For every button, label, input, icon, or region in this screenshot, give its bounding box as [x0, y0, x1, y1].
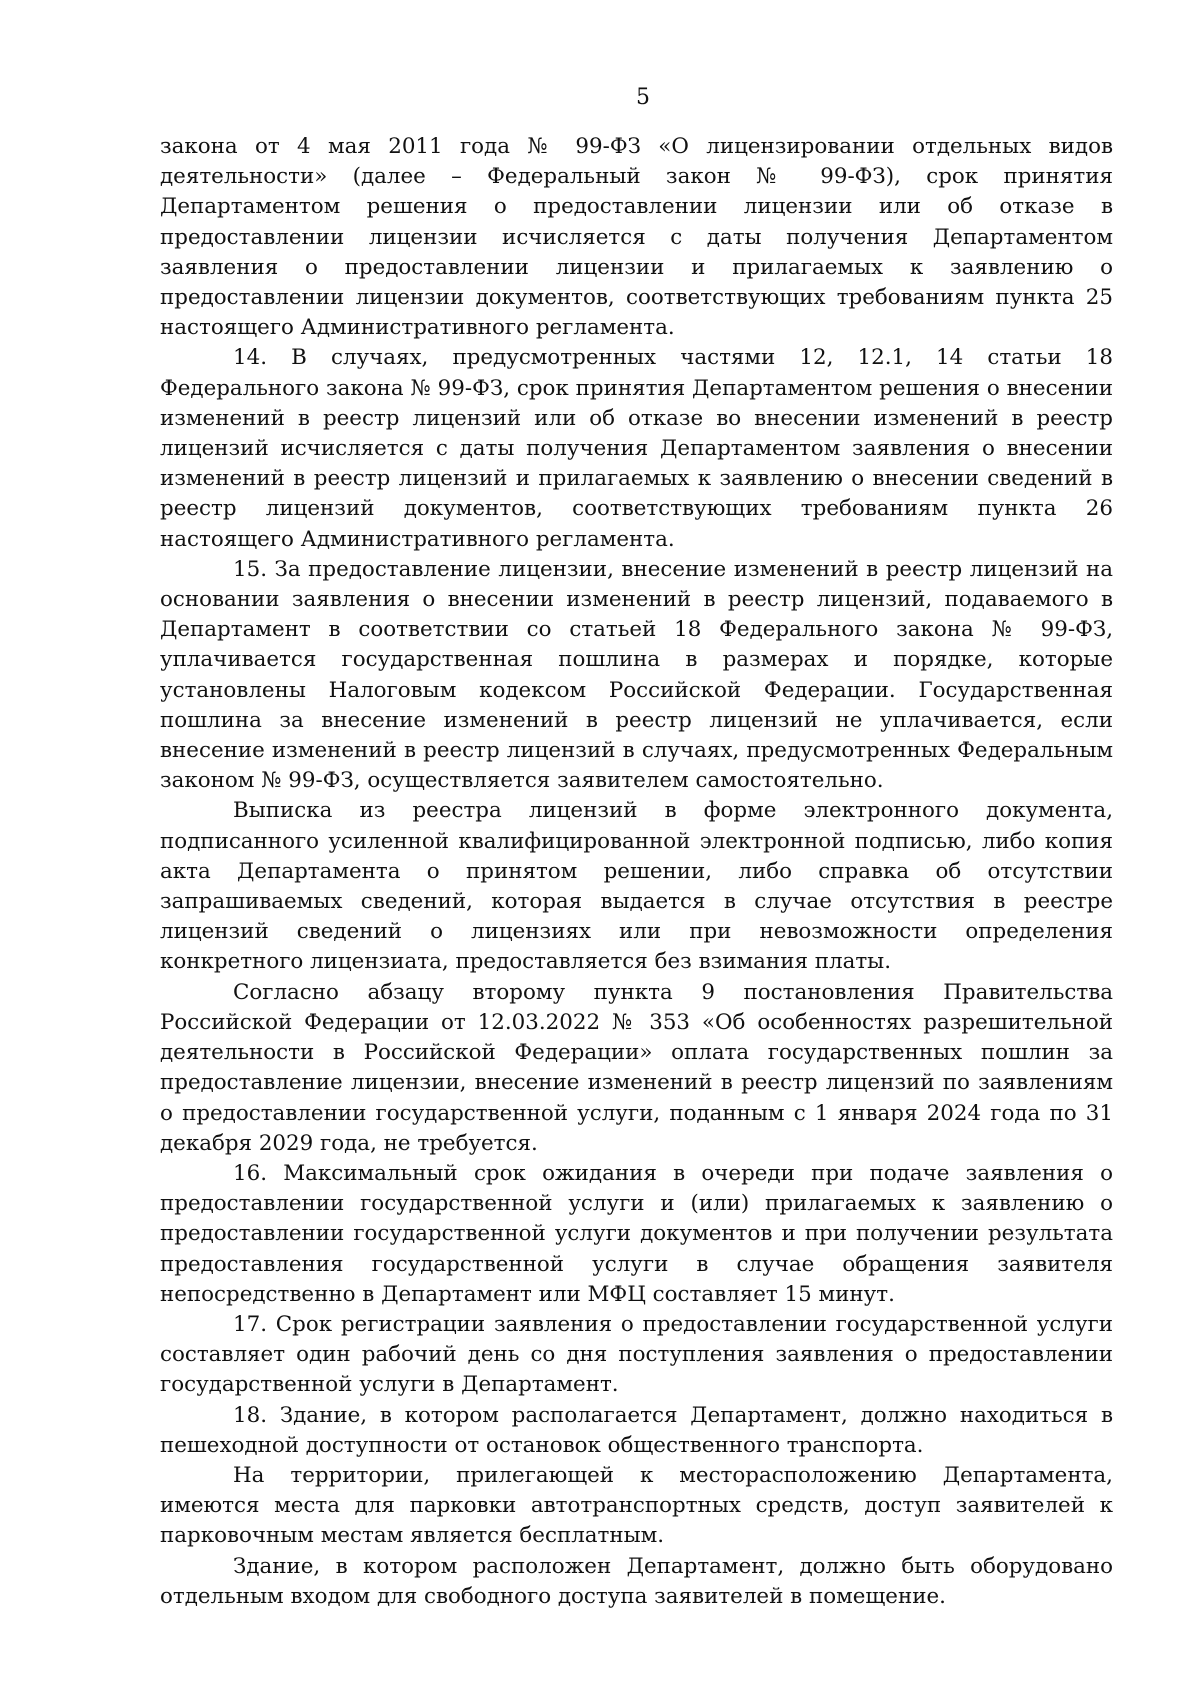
paragraph-entrance: Здание, в котором расположен Департамент, должно быть оборудовано отдельным входом для свободного доступа заявителей в помещение.	[160, 1553, 1113, 1609]
paragraph-fee-exemption: Согласно абзацу второму пункта 9 постановления Правительства Российской Федерации от 12.03.2022 № 353 «Об особенностях разрешительной деятельности в Российской Федерации» оплата государственных пошлин за предоставление лицензии, внесение изменений в реестр лицензий по заявлениям о предоставлении государственной услуги, поданным с 1 января 2024 года по 31 декабря 2029 года, не требуется.	[160, 979, 1113, 1156]
document-body	[160, 132, 1113, 1612]
paragraph-item-16: 16. Максимальный срок ожидания в очереди при подаче заявления о предоставлении государственной услуги и (или) прилагаемых к заявлению о предоставлении государственной услуги документов и при получении результата предоставления государственной услуги в случае обращения заявителя непосредственно в Департамент или МФЦ составляет 15 минут.	[160, 1160, 1113, 1307]
paragraph-continuation: закона от 4 мая 2011 года № 99-ФЗ «О лицензировании отдельных видов деятельности» (далее – Федеральный закон № 99-ФЗ), срок принятия Департаментом решения о предоставлении лицензии или об отказе в предоставлении лицензии исчисляется с даты получения Департаментом заявления о предоставлении лицензии и прилагаемых к заявлению о предоставлении лицензии документов, соответствующих требованиям пункта 25 настоящего Административного регламента.	[160, 134, 1113, 341]
paragraph-license-extract: Выписка из реестра лицензий в форме электронного документа, подписанного усиленной квалифицированной электронной подписью, либо копия акта Департамента о принятом решении, либо справка об отсутствии запрашиваемых сведений, которая выдается в случае отсутствия в реестре лицензий сведений о лицензиях или при невозможности определения конкретного лицензиата, предоставляется без взимания платы.	[160, 798, 1113, 975]
paragraph-item-15: 15. За предоставление лицензии, внесение изменений в реестр лицензий на основании заявления о внесении изменений в реестр лицензий, подаваемого в Департамент в соответствии со статьей 18 Федерального закона № 99-ФЗ, уплачивается государственная пошлина в размерах и порядке, которые установлены Налоговым кодексом Российской Федерации. Государственная пошлина за внесение изменений в реестр лицензий не уплачивается, если внесение изменений в реестр лицензий в случаях, предусмотренных Федеральным законом № 99-ФЗ, осуществляется заявителем самостоятельно.	[160, 556, 1113, 794]
paragraph-item-18: 18. Здание, в котором располагается Департамент, должно находиться в пешеходной доступности от остановок общественного транспорта.	[160, 1402, 1113, 1458]
paragraph-parking: На территории, прилегающей к месторасположению Департамента, имеются места для парковки автотранспортных средств, доступ заявителей к парковочным местам является бесплатным.	[160, 1462, 1113, 1549]
paragraph-item-17: 17. Срок регистрации заявления о предоставлении государственной услуги составляет один рабочий день со дня поступления заявления о предоставлении государственной услуги в Департамент.	[160, 1311, 1113, 1398]
paragraph-item-14: 14. В случаях, предусмотренных частями 12, 12.1, 14 статьи 18 Федерального закона № 99-ФЗ, срок принятия Департаментом решения о внесении изменений в реестр лицензий или об отказе во внесении изменений в реестр лицензий исчисляется с даты получения Департаментом заявления о внесении изменений в реестр лицензий и прилагаемых к заявлению о внесении сведений в реестр лицензий документов, соответствующих требованиям пункта 26 настоящего Административного регламента.	[160, 345, 1113, 552]
page-number: 5	[636, 85, 650, 110]
